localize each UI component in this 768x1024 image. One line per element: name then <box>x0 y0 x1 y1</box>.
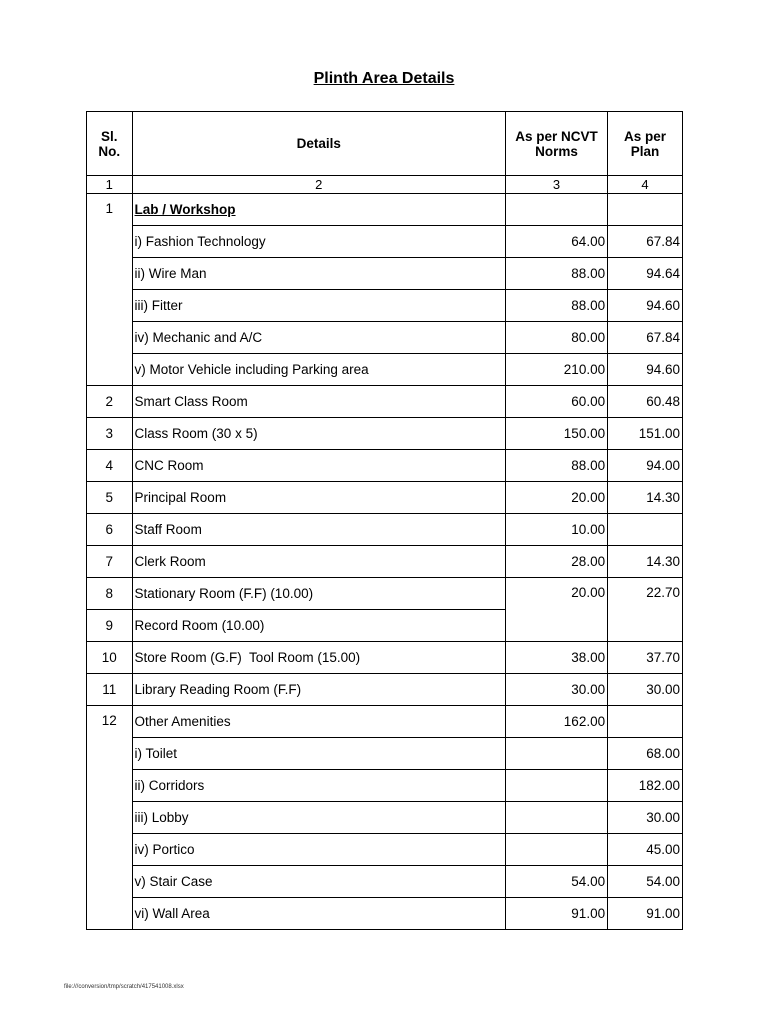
row-norms: 91.00 <box>505 898 607 930</box>
column-number-row <box>87 176 683 194</box>
row-norms: 150.00 <box>505 418 607 450</box>
row-norms: 88.00 <box>505 450 607 482</box>
row-sl: 2 <box>87 386 133 418</box>
table-row <box>87 802 683 834</box>
row-plan <box>608 194 683 226</box>
table-row <box>87 642 683 674</box>
table-row <box>87 482 683 514</box>
row-plan: 60.48 <box>608 386 683 418</box>
header-plan: As per Plan <box>608 112 683 176</box>
row-details: Store Room (G.F) Tool Room (15.00) <box>132 642 505 674</box>
row-norms: 10.00 <box>505 514 607 546</box>
table-row <box>87 866 683 898</box>
row-norms: 38.00 <box>505 642 607 674</box>
row-plan: 182.00 <box>608 770 683 802</box>
row-plan <box>608 514 683 546</box>
row-norms <box>505 802 607 834</box>
col-number: 1 <box>87 176 133 194</box>
row-plan <box>608 706 683 738</box>
row-details: Staff Room <box>132 514 505 546</box>
row-sl: 10 <box>87 642 133 674</box>
row-details: Principal Room <box>132 482 505 514</box>
row-plan: 54.00 <box>608 866 683 898</box>
row-plan: 37.70 <box>608 642 683 674</box>
table-row <box>87 546 683 578</box>
row-details: CNC Room <box>132 450 505 482</box>
row-plan: 30.00 <box>608 802 683 834</box>
row-plan: 91.00 <box>608 898 683 930</box>
row-norms: 88.00 <box>505 290 607 322</box>
table-row <box>87 386 683 418</box>
row-details: iii) Fitter <box>132 290 505 322</box>
row-details: Record Room (10.00) <box>132 610 505 642</box>
row-norms: 28.00 <box>505 546 607 578</box>
table-row <box>87 418 683 450</box>
row-norms: 80.00 <box>505 322 607 354</box>
table-row <box>87 706 683 738</box>
row-norms: 210.00 <box>505 354 607 386</box>
row-norms: 64.00 <box>505 226 607 258</box>
row-norms: 60.00 <box>505 386 607 418</box>
header-details: Details <box>132 112 505 176</box>
row-sl: 7 <box>87 546 133 578</box>
header-sl: Sl. No. <box>87 112 133 176</box>
row-sl: 9 <box>87 610 133 642</box>
row-plan: 94.60 <box>608 290 683 322</box>
row-plan: 30.00 <box>608 674 683 706</box>
row-details: Stationary Room (F.F) (10.00) <box>132 578 505 610</box>
row-details: Other Amenities <box>132 706 505 738</box>
row-details: ii) Corridors <box>132 770 505 802</box>
row-norms <box>505 770 607 802</box>
table-row <box>87 194 683 226</box>
row-sl: 8 <box>87 578 133 610</box>
row-sl: 11 <box>87 674 133 706</box>
row-norms: 54.00 <box>505 866 607 898</box>
page-title: Plinth Area Details <box>313 70 455 87</box>
table-row <box>87 578 683 610</box>
table-row <box>87 674 683 706</box>
row-plan: 68.00 <box>608 738 683 770</box>
row-sl: 5 <box>87 482 133 514</box>
row-details: v) Stair Case <box>132 866 505 898</box>
row-sl: 1 <box>87 194 133 386</box>
row-plan: 22.70 <box>608 578 683 642</box>
col-number: 4 <box>608 176 683 194</box>
plinth-area-table <box>86 111 683 930</box>
row-sl: 3 <box>87 418 133 450</box>
row-norms: 162.00 <box>505 706 607 738</box>
table-row <box>87 738 683 770</box>
row-plan: 67.84 <box>608 226 683 258</box>
row-norms: 88.00 <box>505 258 607 290</box>
row-plan: 67.84 <box>608 322 683 354</box>
row-plan: 151.00 <box>608 418 683 450</box>
row-norms <box>505 194 607 226</box>
row-sl: 6 <box>87 514 133 546</box>
row-details: Class Room (30 x 5) <box>132 418 505 450</box>
header-norms: As per NCVT Norms <box>505 112 607 176</box>
row-details: Library Reading Room (F.F) <box>132 674 505 706</box>
header-row <box>87 112 683 176</box>
row-sl: 12 <box>87 706 133 930</box>
table-row <box>87 770 683 802</box>
table-row <box>87 834 683 866</box>
table-row <box>87 226 683 258</box>
row-norms <box>505 738 607 770</box>
row-norms: 30.00 <box>505 674 607 706</box>
row-details: Smart Class Room <box>132 386 505 418</box>
table-row <box>87 322 683 354</box>
row-details: v) Motor Vehicle including Parking area <box>132 354 505 386</box>
file-path-footer: file:///conversion/tmp/scratch/417541008.xlsx <box>64 984 184 990</box>
row-details: Lab / Workshop <box>132 194 505 226</box>
row-plan: 14.30 <box>608 546 683 578</box>
row-plan: 94.64 <box>608 258 683 290</box>
row-details: Clerk Room <box>132 546 505 578</box>
row-details: i) Toilet <box>132 738 505 770</box>
table-row <box>87 258 683 290</box>
table-row <box>87 450 683 482</box>
row-plan: 45.00 <box>608 834 683 866</box>
row-details: ii) Wire Man <box>132 258 505 290</box>
row-norms: 20.00 <box>505 482 607 514</box>
row-norms <box>505 834 607 866</box>
row-details: iv) Portico <box>132 834 505 866</box>
table-row <box>87 354 683 386</box>
row-details: iv) Mechanic and A/C <box>132 322 505 354</box>
table-row <box>87 514 683 546</box>
row-details: vi) Wall Area <box>132 898 505 930</box>
table-row <box>87 290 683 322</box>
col-number: 2 <box>132 176 505 194</box>
row-norms: 20.00 <box>505 578 607 642</box>
row-details: iii) Lobby <box>132 802 505 834</box>
row-plan: 94.00 <box>608 450 683 482</box>
row-plan: 14.30 <box>608 482 683 514</box>
col-number: 3 <box>505 176 607 194</box>
row-details: i) Fashion Technology <box>132 226 505 258</box>
row-plan: 94.60 <box>608 354 683 386</box>
row-sl: 4 <box>87 450 133 482</box>
table-row <box>87 898 683 930</box>
